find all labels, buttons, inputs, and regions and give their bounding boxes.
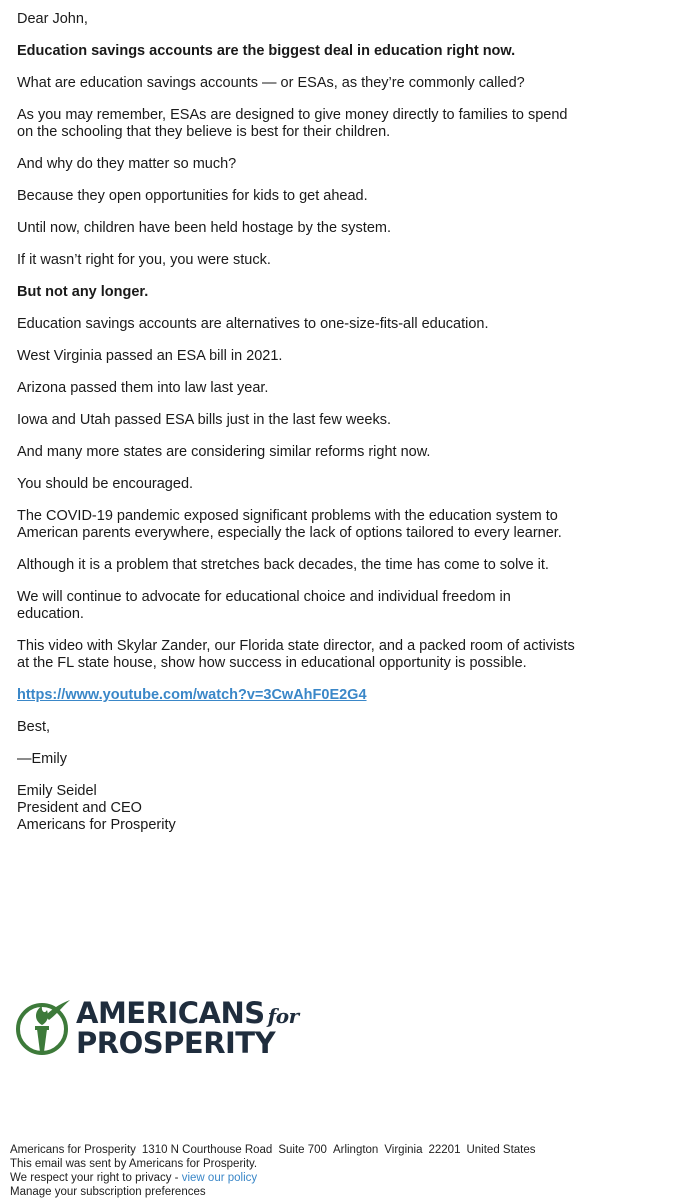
closing: Best, [17, 719, 51, 735]
body-paragraph: The COVID-19 pandemic exposed significant problems with the education system to American parents everywhere, especially the lack of options tailored to every learner. [17, 508, 562, 541]
body-paragraph: And why do they matter so much? [17, 156, 237, 172]
address-part: United States [466, 1144, 536, 1156]
body-paragraph: But not any longer. [17, 284, 149, 300]
address-part: 1310 N Courthouse Road [141, 1144, 273, 1156]
privacy-policy-link[interactable]: view our policy [181, 1172, 258, 1184]
logo-line-2: PROSPERITY [76, 1026, 276, 1060]
body-paragraph: This video with Skylar Zander, our Florida state director, and a packed room of activists at the FL state house, show how success in educational opportunity is possible. [17, 638, 575, 671]
footer-privacy [10, 1171, 690, 1185]
video-link[interactable]: https://www.youtube.com/watch?v=3CwAhF0E2G4 [17, 687, 367, 703]
body-paragraph: And many more states are considering similar reforms right now. [17, 444, 431, 460]
body-paragraph: West Virginia passed an ESA bill in 2021. [17, 348, 283, 364]
body-paragraph: Iowa and Utah passed ESA bills just in the last few weeks. [17, 412, 391, 428]
torch-icon [15, 996, 73, 1056]
video-paragraph [17, 687, 577, 704]
body-paragraph: Education savings accounts are alternatives to one-size-fits-all education. [17, 316, 489, 332]
email-footer [10, 1143, 690, 1199]
paragraph-list [17, 43, 577, 672]
signature-name: Emily Seidel [17, 783, 97, 799]
address-part: Arlington [332, 1144, 379, 1156]
address-part: Suite 700 [278, 1144, 327, 1156]
manage-subscription-link[interactable]: Manage your subscription preferences [10, 1186, 206, 1198]
body-paragraph: Because they open opportunities for kids to get ahead. [17, 188, 368, 204]
body-paragraph: You should be encouraged. [17, 476, 194, 492]
email-body [17, 11, 577, 834]
footer-sent-by: This email was sent by Americans for Prosperity. [10, 1158, 258, 1170]
body-paragraph: What are education savings accounts — or ESAs, as they’re commonly called? [17, 75, 525, 91]
body-paragraph: Until now, children have been held hostage by the system. [17, 220, 392, 236]
signature-organization: Americans for Prosperity [17, 817, 176, 833]
address-part: 22201 [428, 1144, 461, 1156]
body-paragraph: Arizona passed them into law last year. [17, 380, 269, 396]
signature-title: President and CEO [17, 800, 142, 816]
afp-logo [15, 996, 299, 1060]
logo-for: for [267, 1004, 299, 1028]
footer-address [10, 1143, 690, 1157]
signature-block [17, 783, 577, 834]
logo-wordmark [76, 996, 299, 1060]
body-paragraph: As you may remember, ESAs are designed to give money directly to families to spend on the schooling that they believe is best for their children. [17, 107, 568, 140]
body-paragraph: Although it is a problem that stretches back decades, the time has come to solve it. [17, 557, 549, 573]
address-part: Americans for Prosperity [10, 1144, 136, 1156]
body-paragraph: Education savings accounts are the biggest deal in education right now. [17, 43, 516, 59]
greeting: Dear John, [17, 11, 88, 27]
body-paragraph: If it wasn’t right for you, you were stuck. [17, 252, 271, 268]
body-paragraph: We will continue to advocate for educational choice and individual freedom in education. [17, 589, 511, 622]
footer-privacy-text: We respect your right to privacy - [10, 1172, 182, 1184]
address-part: Virginia [384, 1144, 423, 1156]
sign-off: —Emily [17, 751, 67, 767]
logo-line-1: AMERICANS [76, 996, 265, 1030]
